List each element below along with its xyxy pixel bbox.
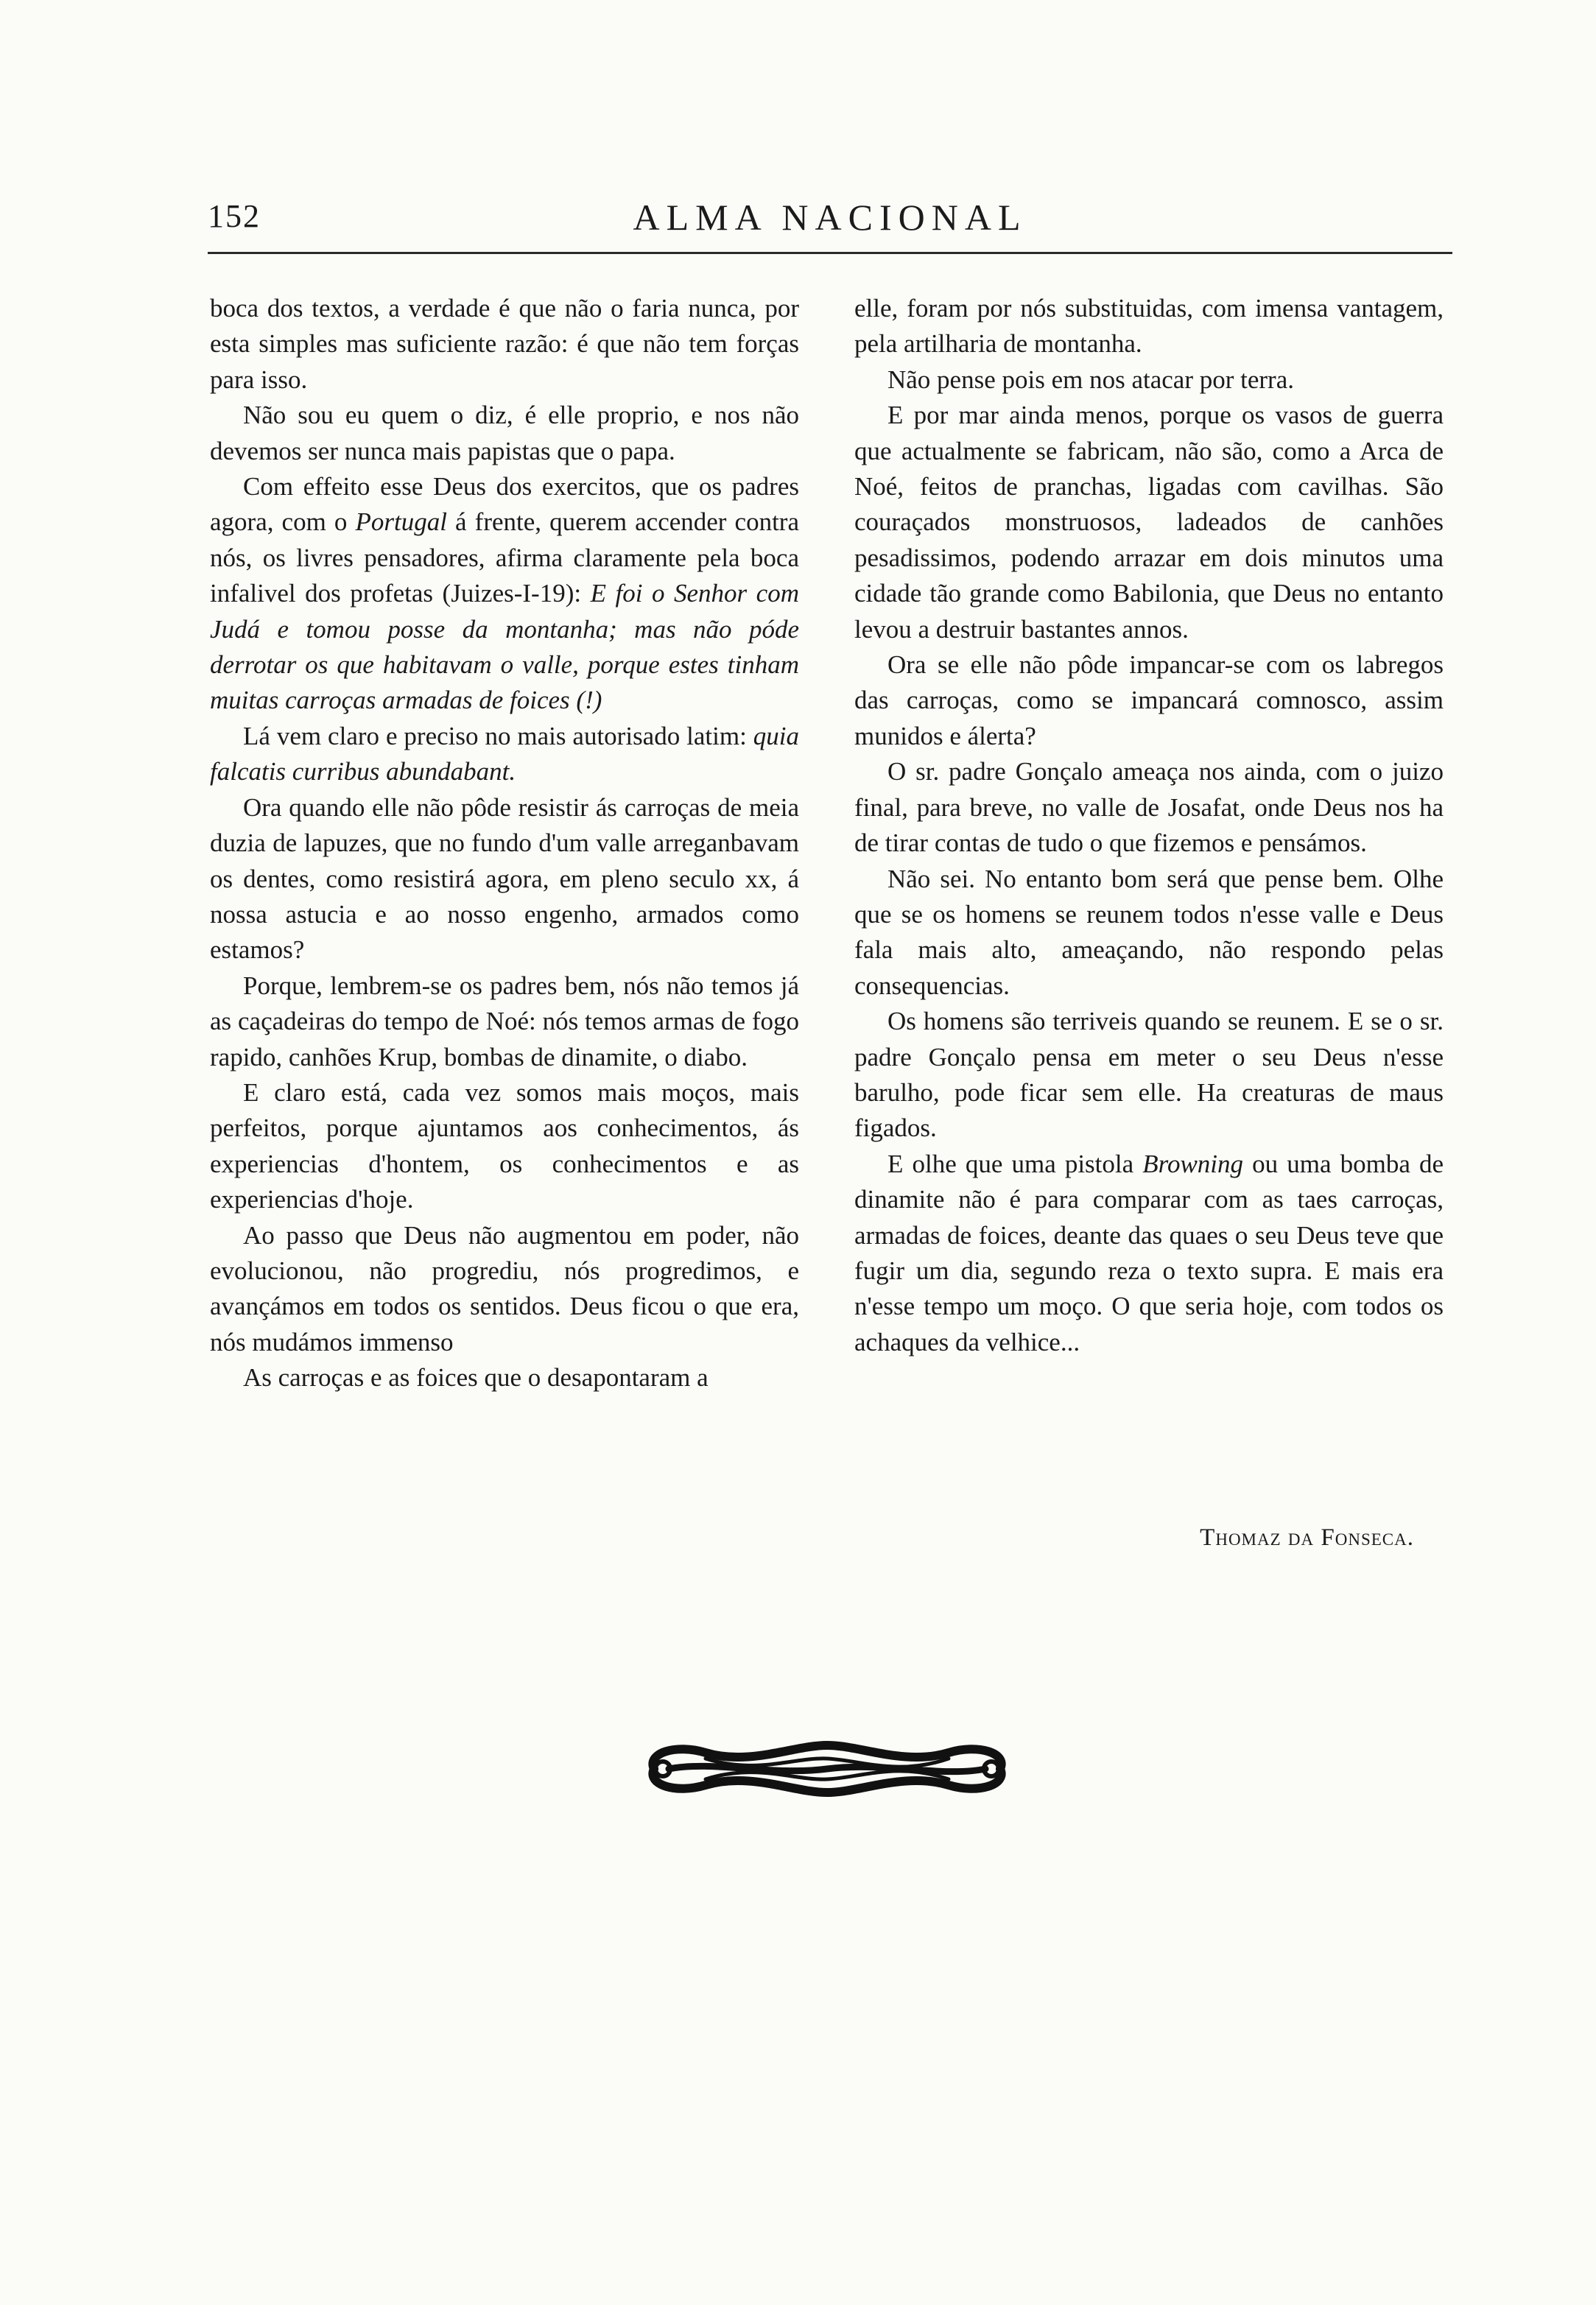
paragraph: Porque, lembrem-se os padres bem, nós não temos já as caçadeiras do tempo de Noé: nós temos armas de fogo rapido, canhões Krup, bombas de dinamite, o diabo. bbox=[210, 971, 799, 1071]
page-number: 152 bbox=[208, 198, 261, 234]
latin-quotation: quia falcatis curribus abundabant. bbox=[210, 721, 799, 786]
text-run: Lá vem claro e preciso no mais autorisado latim: bbox=[243, 721, 753, 750]
text-run: á frente, querem accender contra nós, os livres pensadores, afirma claramente pela boca infalivel dos profetas (Juizes-I-19): bbox=[210, 507, 799, 608]
left-column bbox=[210, 291, 799, 1396]
paragraph: Os homens são terriveis quando se reunem. E se o sr. padre Gonçalo pensa em meter o seu Deus n'esse barulho, pode ficar sem elle. Ha creaturas de maus figados. bbox=[854, 1007, 1444, 1143]
scroll-flourish-icon bbox=[625, 1723, 1030, 1812]
italic-text: Browning bbox=[1142, 1149, 1244, 1178]
page-header bbox=[208, 193, 1452, 244]
author-signature: Thomaz da Fonseca. bbox=[1200, 1524, 1414, 1551]
paragraph: As carroças e as foices que o desapontaram a bbox=[243, 1363, 709, 1393]
paragraph: elle, foram por nós substituidas, com imensa vantagem, pela artilharia de montanha. bbox=[854, 294, 1444, 359]
paragraph: Ao passo que Deus não augmentou em poder, não evolucionou, não progrediu, nós progredimos, e avançámos em todos os sentidos. Deus ficou o que era, nós mudámos immenso bbox=[210, 1220, 799, 1356]
paragraph: O sr. padre Gonçalo ameaça nos ainda, com o juizo final, para breve, no valle de Josafat, onde Deus nos ha de tirar contas de tudo o que fizemos e pensámos. bbox=[854, 757, 1444, 858]
paragraph: Não pense pois em nos atacar por terra. bbox=[887, 365, 1295, 394]
paragraph: Ora quando elle não pôde resistir ás carroças de meia duzia de lapuzes, que no fundo d'um valle arreganbavam os dentes, como resistirá agora, em pleno seculo xx, á nossa astucia e ao nosso engenho, armados como estamos? bbox=[210, 792, 799, 965]
paragraph: Não sou eu quem o diz, é elle proprio, e nos não devemos ser nunca mais papistas que o papa. bbox=[210, 401, 799, 465]
header-rule bbox=[208, 252, 1452, 254]
paragraph bbox=[854, 1147, 1444, 1360]
paragraph: Ora se elle não pôde impancar-se com os labregos das carroças, como se impancará comnosco, assim munidos e álerta? bbox=[854, 650, 1444, 750]
paragraph: Não sei. No entanto bom será que pense bem. Olhe que se os homens se reunem todos n'esse valle e Deus fala mais alto, ameaçando, não respondo pelas consequencias. bbox=[854, 864, 1444, 1000]
text-run: ou uma bomba de dinamite não é para comparar com as taes carroças, armadas de foices, deante das quaes o seu Deus teve que fugir um dia, segundo reza o texto supra. E mais era n'esse tempo um moço. O que seria hoje, com todos os achaques da velhice... bbox=[854, 1149, 1444, 1356]
text-run: Com effeito esse Deus dos exercitos, que os padres agora, com o bbox=[210, 472, 799, 537]
paragraph: E por mar ainda menos, porque os vasos de guerra que actualmente se fabricam, não são, como a Arca de Noé, feitos de pranchas, ligadas com cavilhas. São couraçados monstruosos, ladeados de canhões pesadissimos, podendo arrazar em dois minutos uma cidade tão grande como Babilonia, que Deus no entanto levou a destruir bastantes annos. bbox=[854, 401, 1444, 644]
right-column bbox=[854, 291, 1444, 1360]
paragraph bbox=[210, 719, 799, 790]
text-run: E olhe que uma pistola bbox=[887, 1149, 1143, 1178]
running-title: ALMA NACIONAL bbox=[633, 197, 1027, 238]
paragraph bbox=[210, 469, 799, 719]
paragraph: E claro está, cada vez somos mais moços, mais perfeitos, porque ajuntamos aos conhecimentos, ás experiencias d'hontem, os conhecimentos e as experiencias d'hoje. bbox=[210, 1077, 799, 1214]
italic-text: Portugal bbox=[355, 507, 447, 537]
paragraph: boca dos textos, a verdade é que não o faria nunca, por esta simples mas suficiente razão: é que não tem forças para isso. bbox=[210, 294, 799, 394]
italic-quotation: E foi o Senhor com Judá e tomou posse da montanha; mas não póde derrotar os que habitavam o valle, porque estes tinham muitas carroças armadas de foices (!) bbox=[210, 579, 799, 715]
